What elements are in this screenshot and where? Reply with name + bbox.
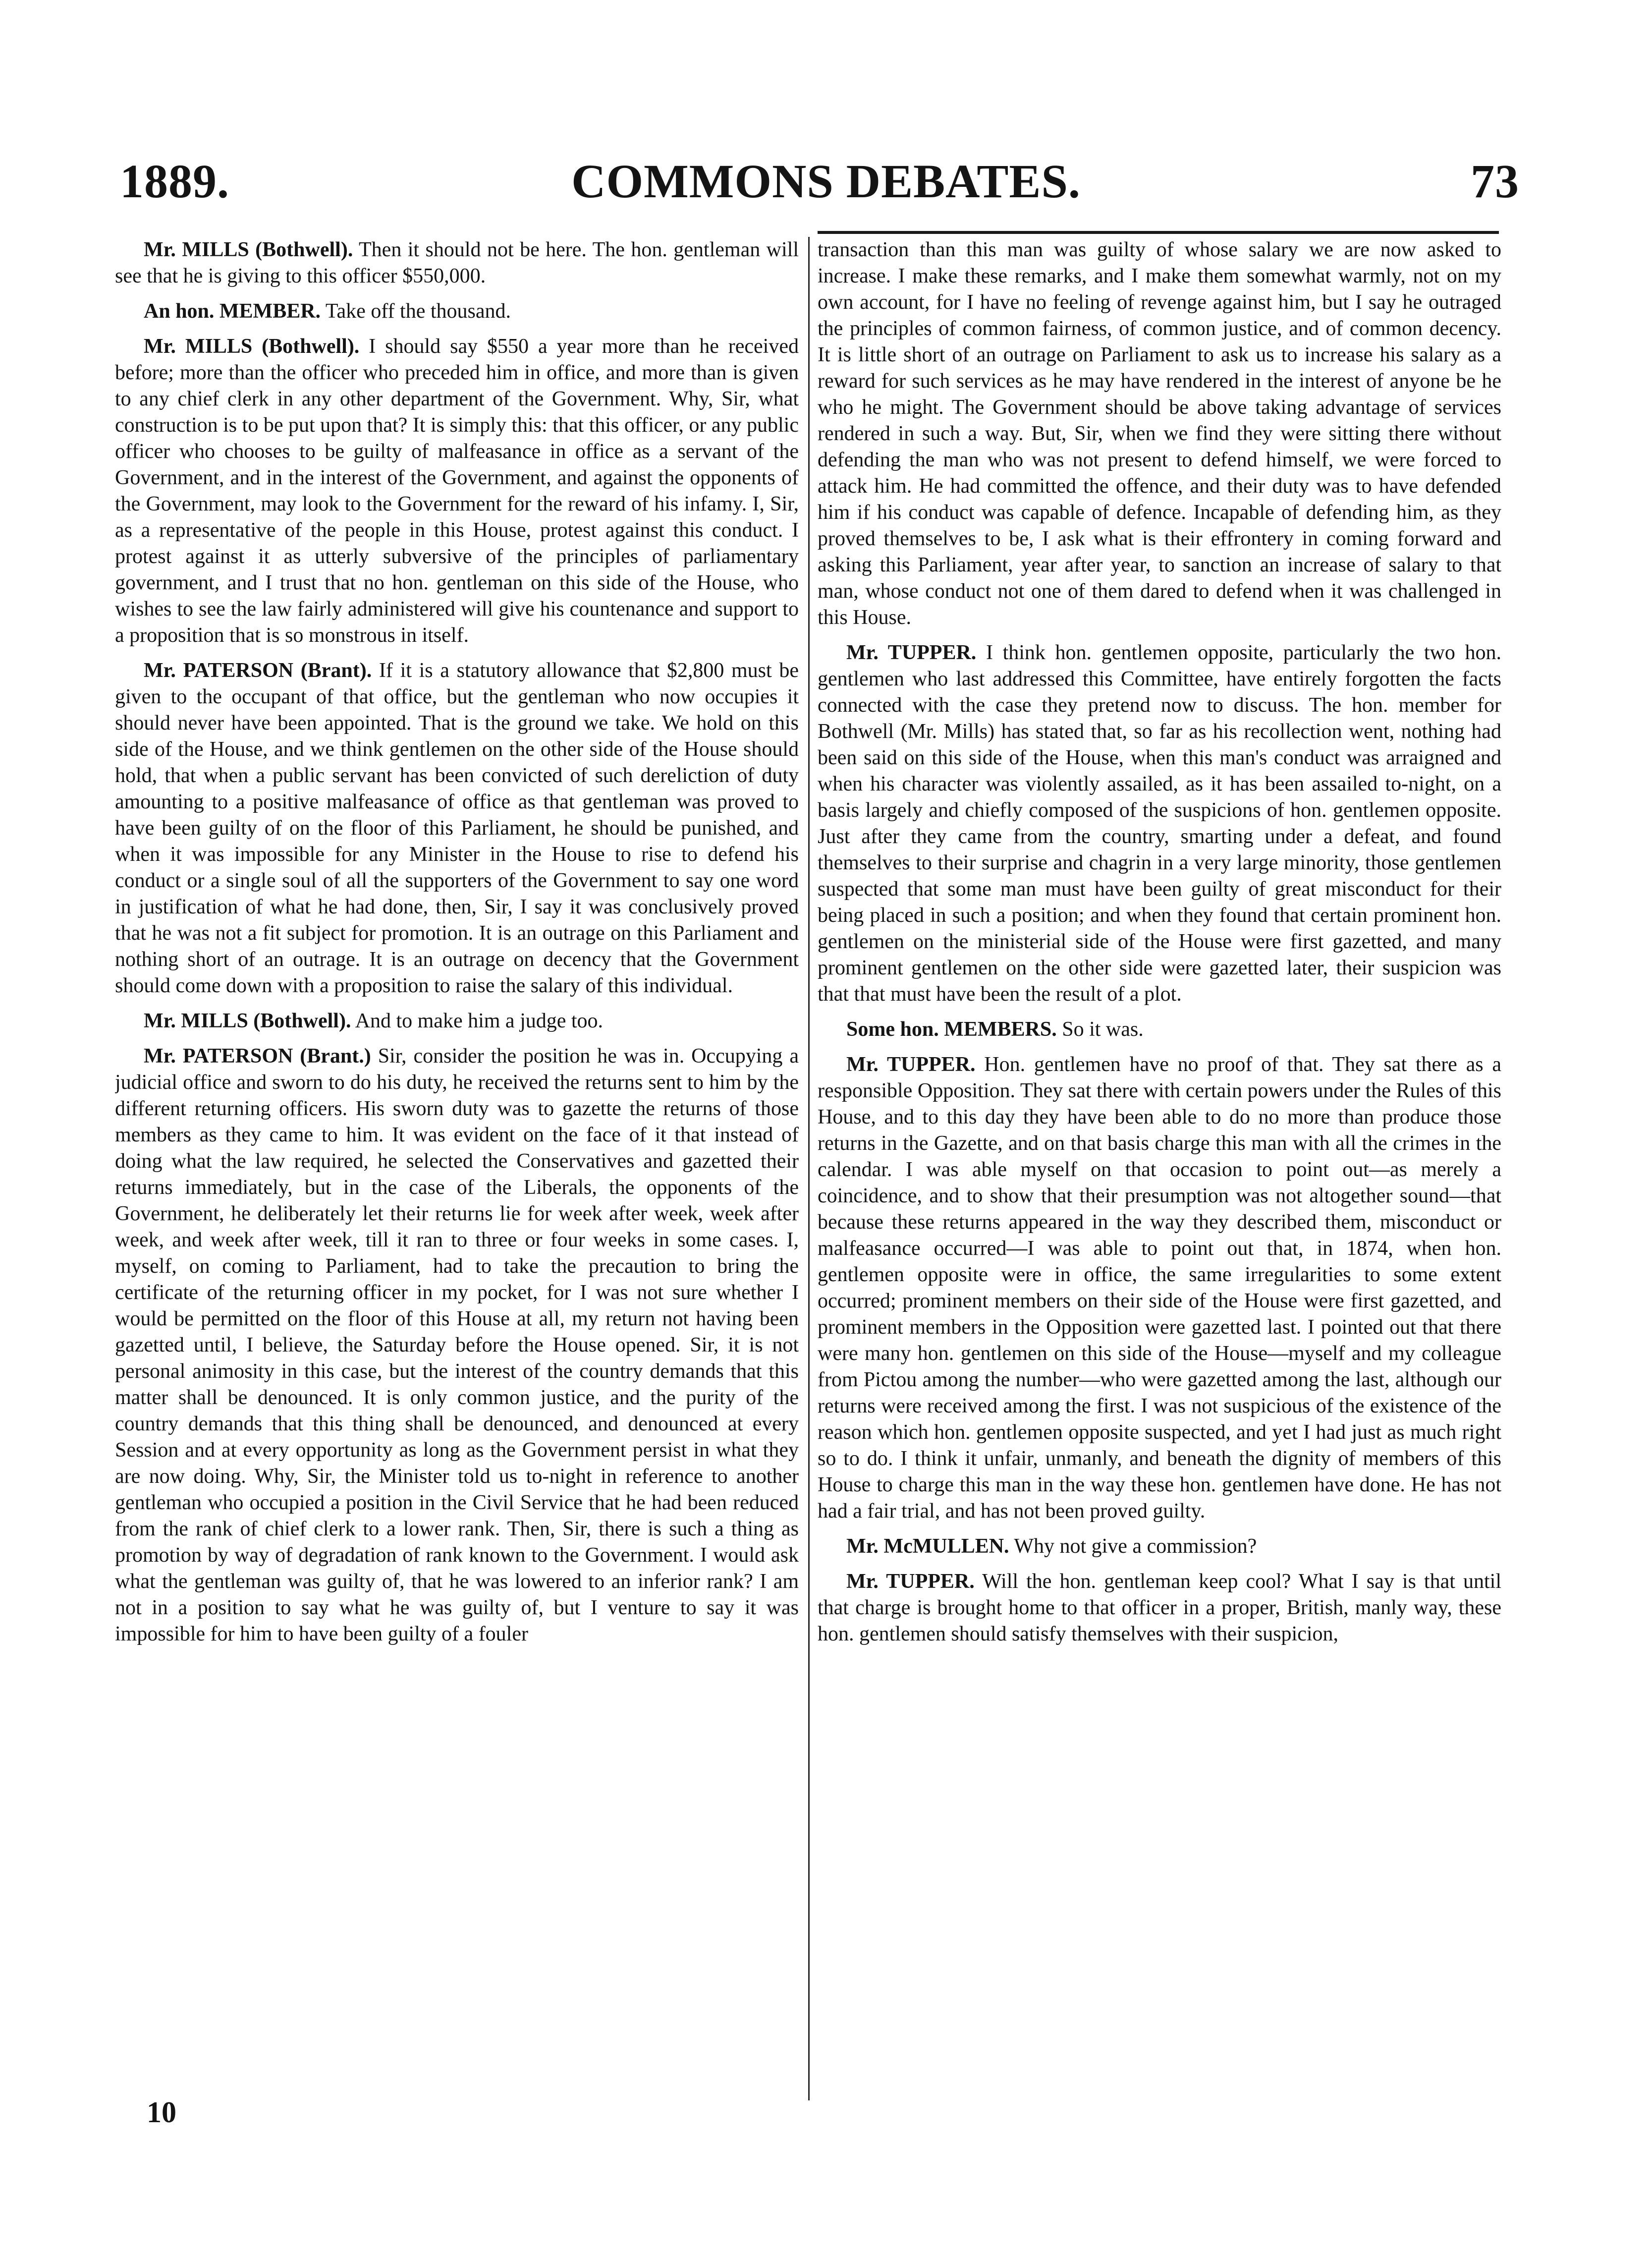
- column-divider: [808, 237, 810, 2100]
- speaker-name: Mr. PATERSON (Brant.): [144, 1045, 371, 1068]
- speech-text: transaction than this man was guilty of whose salary we are now asked to increase. I make these remarks, and I make them somewhat warmly, not on my own account, for I have no feeling of revenge against him, but I say he outraged the principles of common fairness, of common justice, and of common decency. It is little short of an outrage on Parliament to ask us to increase his salary as a reward for such services as he may have rendered in the interest of anyone be he who he might. The Government should be above taking advantage of services rendered in such a way. But, Sir, when we find they were sitting there without defending the man who was not present to defend himself, we were forced to attack him. He had committed the offence, and their duty was to have defended him if his conduct was capable of defence. Incapable of defending him, as they proved themselves to be, I ask what is their effrontery in coming forward and asking this Parliament, year after year, to sanction an increase of salary to that man, whose conduct not one of them dared to defend when it was challenged in this House.: [818, 238, 1501, 629]
- signature-mark: 10: [147, 2096, 176, 2129]
- speaker-name: Mr. TUPPER.: [846, 1053, 976, 1076]
- speaker-name: Mr. MILLS (Bothwell).: [144, 335, 360, 358]
- speaker-name: Mr. PATERSON (Brant).: [144, 659, 372, 682]
- speech-text: I think hon. gentlemen opposite, particularly the two hon. gentlemen who last addressed this Committee, have entirely forgotten the facts connected with the case they pretend now to discuss. The hon. member for Bothwell (Mr. Mills) has stated that, so far as his recollection went, nothing had been said on this side of the House, when this man's conduct was arraigned and when his character was violently assailed, as it has been assailed to-night, on a basis largely and chiefly composed of the suspicions of hon. gentlemen opposite. Just after they came from the country, smarting under a defeat, and found themselves to their surprise and chagrin in a very large minority, those gentlemen suspected that some man must have been guilty of great misconduct for their being placed in such a position; and when they found that certain prominent hon. gentlemen on the ministerial side of the House were first gazetted, and many prominent gentlemen on the other side were gazetted later, their suspicion was that that must have been the result of a plot.: [818, 641, 1501, 1006]
- speech-paragraph: [818, 640, 1501, 1008]
- speech-paragraph: [115, 237, 799, 289]
- speech-text: And to make him a judge too.: [355, 1010, 604, 1032]
- speech-paragraph: [115, 1008, 799, 1034]
- speech-text: Will the hon. gentleman keep cool? What I say is that until that charge is brought home to that officer in a proper, British, manly way, these hon. gentlemen should satisfy themselves with their suspicion,: [818, 1570, 1501, 1645]
- speaker-name: Mr. TUPPER.: [846, 1570, 975, 1593]
- speech-paragraph: [818, 237, 1501, 631]
- speech-paragraph: [115, 658, 799, 999]
- speech-text: If it is a statutory allowance that $2,800 must be given to the occupant of that office, but the gentleman who now occupies it should never have been appointed. That is the ground we take. We hold on this side of the House, and we think gentlemen on the other side of the House should hold, that when a public servant has been convicted of such dereliction of duty amounting to a positive malfeasance of office as that gentleman was proved to have been guilty of on the floor of this Parliament, he should be punished, and when it was impossible for any Minister in the House to rise to defend his conduct or a single soul of all the supporters of the Government to say one word in justification of what he had done, then, Sir, I say it was conclusively proved that he was not a fit subject for promotion. It is an outrage on this Parliament and nothing short of an outrage. It is an outrage on decency that the Government should come down with a proposition to raise the salary of this individual.: [115, 659, 799, 997]
- speech-paragraph: [818, 1533, 1501, 1560]
- speech-paragraph: [115, 334, 799, 649]
- speaker-name: Mr. MILLS (Bothwell).: [144, 1010, 351, 1032]
- speech-paragraph: [818, 1569, 1501, 1647]
- speaker-name: Mr. TUPPER.: [846, 641, 977, 664]
- page-year: 1889.: [120, 155, 229, 208]
- speech-paragraph: [818, 1052, 1501, 1524]
- speech-text: Then it should not be here. The hon. gentleman will see that he is giving to this officer $550,000.: [115, 238, 799, 287]
- speech-text: So it was.: [1062, 1018, 1144, 1041]
- speaker-name: Some hon. MEMBERS.: [846, 1018, 1057, 1041]
- left-column: [115, 237, 799, 2100]
- speech-paragraph: [115, 1043, 799, 1647]
- right-column: [818, 237, 1501, 2100]
- page-number: 73: [1471, 155, 1519, 208]
- speech-text: I should say $550 a year more than he received before; more than the officer who preceded him in office, and more than is given to any chief clerk in any other department of the Government. Why, Sir, what construction is to be put upon that? It is simply this: that this officer, or any public officer who chooses to be guilty of malfeasance in office as a servant of the Government, and in the interest of the Government, and against the opponents of the Government, may look to the Government for the reward of his infamy. I, Sir, as a representative of the people in this House, protest against this conduct. I protest against it as utterly subversive of the principles of parliamentary government, and I trust that no hon. gentleman on this side of the House, who wishes to see the law fairly administered will give his countenance and support to a proposition that is so monstrous in itself.: [115, 335, 799, 647]
- header-rule: [818, 231, 1499, 234]
- speech-paragraph: [115, 298, 799, 325]
- speaker-name: Mr. MILLS (Bothwell).: [144, 238, 353, 261]
- speech-text: Sir, consider the position he was in. Occupying a judicial office and sworn to do his duty, he received the returns sent to him by the different returning officers. His sworn duty was to gazette the returns of those members as they came to him. It was evident on the face of it that instead of doing what the law required, he selected the Conservatives and gazetted their returns immediately, but in the case of the Liberals, the opponents of the Government, he deliberately let their returns lie for week after week, week after week, and week after week, till it ran to three or four weeks in some cases. I, myself, on coming to Parliament, had to take the precaution to bring the certificate of the returning officer in my pocket, for I was not sure whether I would be permitted on the floor of this House at all, my return not having been gazetted until, I believe, the Saturday before the House opened. Sir, it is not personal animosity in this case, but the interest of the country demands that this matter shall be denounced. It is only common justice, and the purity of the country demands that this thing shall be denounced, and denounced at every Session and at every opportunity as long as the Government persist in what they are now doing. Why, Sir, the Minister told us to-night in reference to another gentleman who occupied a position in the Civil Service that he had been reduced from the rank of chief clerk to a lower rank. Then, Sir, there is such a thing as promotion by way of degradation of rank known to the Government. I would ask what the gentleman was guilty of, that he was lowered to an inferior rank? I am not in a position to say what he was guilty of, but I venture to say it was impossible for him to have been guilty of a fouler: [115, 1045, 799, 1645]
- speech-text: Take off the thousand.: [325, 300, 511, 323]
- speech-paragraph: [818, 1016, 1501, 1043]
- page-title: COMMONS DEBATES.: [571, 155, 1081, 208]
- speech-text: Hon. gentlemen have no proof of that. They sat there as a responsible Opposition. They sat there with certain powers under the Rules of this House, and to this day they have been able to do no more than produce those returns in the Gazette, and on that basis charge this man with all the crimes in the calendar. I was able myself on that occasion to point out—as merely a coincidence, and to show that their presumption was not altogether sound—that because these returns appeared in the way they described them, misconduct or malfeasance occurred—I was able to point out that, in 1874, when hon. gentlemen opposite were in office, the same irregularities to some extent occurred; prominent members on their side of the House were first gazetted, and prominent members in the Opposition were gazetted last. I pointed out that there were many hon. gentlemen on this side of the House—myself and my colleague from Pictou among the number—who were gazetted among the last, although our returns were received among the first. I was not suspicious of the existence of the reason which hon. gentlemen opposite suspected, and yet I had just as much right so to do. I think it unfair, unmanly, and beneath the dignity of members of this House to charge this man in the way these hon. gentlemen have done. He has not had a fair trial, and has not been proved guilty.: [818, 1053, 1501, 1523]
- speaker-name: Mr. McMULLEN.: [846, 1535, 1009, 1558]
- speech-text: Why not give a commission?: [1014, 1535, 1257, 1558]
- speaker-name: An hon. MEMBER.: [144, 300, 321, 323]
